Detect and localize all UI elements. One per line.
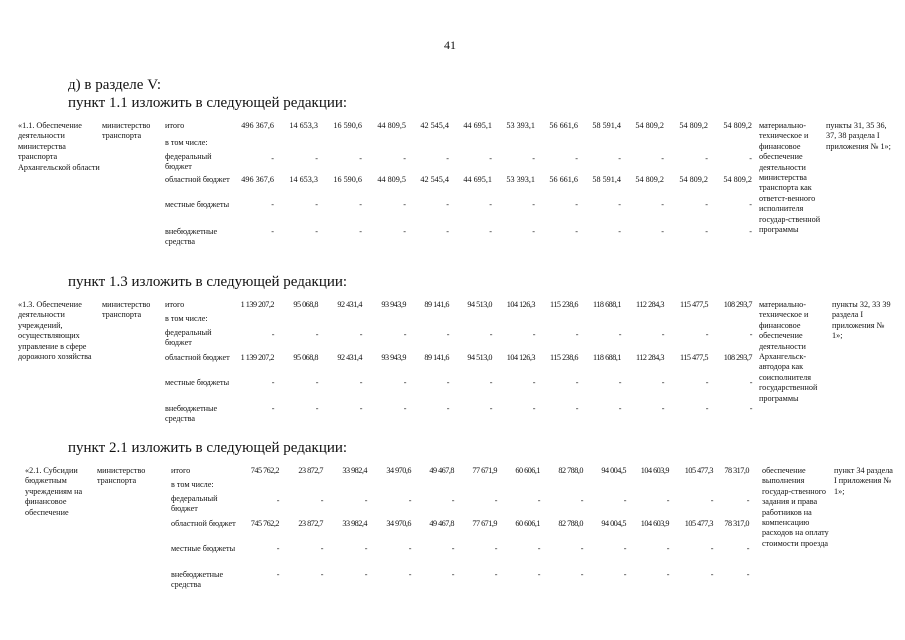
funding-value: 104 126,3 [506, 300, 535, 309]
funding-value: 53 393,1 [506, 121, 535, 130]
funding-value: 14 653,3 [289, 175, 318, 184]
funding-value: - [315, 330, 318, 339]
funding-value: - [359, 330, 362, 339]
funding-value: - [532, 330, 535, 339]
funding-value: 58 591,4 [592, 175, 621, 184]
funding-value: - [315, 378, 318, 387]
funding-value: - [403, 154, 406, 163]
funding-value: 56 661,6 [549, 175, 578, 184]
funding-value: - [408, 496, 411, 505]
funding-value: 53 393,1 [506, 175, 535, 184]
measure-name: «2.1. Субсидии бюджетным учреждениям на финансовое обеспечение [25, 466, 83, 517]
funding-value: 78 317,0 [724, 519, 749, 528]
funding-value: 44 809,5 [377, 121, 406, 130]
funding-source-label: итого [171, 466, 191, 475]
funding-value: - [408, 544, 411, 553]
funding-value: 112 284,3 [636, 300, 664, 309]
funding-value: - [623, 570, 626, 579]
funding-value: 60 606,1 [515, 519, 540, 528]
funding-value: - [403, 227, 406, 236]
funding-value: - [705, 330, 708, 339]
funding-value: - [705, 154, 708, 163]
funding-value: - [320, 544, 323, 553]
funding-value: 49 467,8 [429, 519, 454, 528]
funding-value: 54 809,2 [679, 121, 708, 130]
funding-value: 93 943,9 [381, 353, 406, 362]
section-1-heading: пункт 1.1 изложить в следующей редакции: [68, 95, 348, 111]
funding-value: 42 545,4 [420, 175, 449, 184]
funding-value: - [403, 200, 406, 209]
funding-value: - [532, 404, 535, 413]
funding-value: - [666, 544, 669, 553]
funding-value: 54 809,2 [635, 175, 664, 184]
funding-value: 745 762,2 [250, 466, 279, 475]
funding-value: 94 004,5 [601, 519, 626, 528]
funding-value: 34 970,6 [386, 519, 411, 528]
measure-result: обеспечение выполнения государ-ственного задания и права работников на компенсацию расходов на оплату стоимости проезда [762, 466, 829, 548]
funding-value: - [618, 378, 621, 387]
funding-value: - [446, 378, 449, 387]
measure-result: материально-техническое и финансовое обеспечение деятельности Архангельск-автодора как соисполнителя государственной программы [759, 300, 818, 403]
funding-source-label: внебюджетные средства [171, 570, 224, 590]
funding-value: - [446, 330, 449, 339]
funding-value: - [489, 154, 492, 163]
funding-value: - [403, 404, 406, 413]
funding-value: - [618, 330, 621, 339]
funding-value: 44 809,5 [377, 175, 406, 184]
funding-value: - [749, 154, 752, 163]
funding-value: - [537, 570, 540, 579]
funding-value: - [276, 544, 279, 553]
funding-value: - [359, 227, 362, 236]
funding-source-label: областной бюджет [165, 175, 230, 184]
funding-value: - [364, 570, 367, 579]
funding-value: - [532, 378, 535, 387]
measure-executor: министерство транспорта [102, 300, 151, 320]
funding-value: - [451, 570, 454, 579]
section-2-heading: пункт 1.3 изложить в следующей редакции: [68, 274, 348, 290]
funding-source-label: областной бюджет [165, 353, 230, 362]
funding-value: - [618, 227, 621, 236]
funding-value: - [532, 200, 535, 209]
funding-value: - [746, 544, 749, 553]
funding-value: - [364, 544, 367, 553]
funding-value: - [623, 496, 626, 505]
funding-value: 496 367,6 [241, 121, 274, 130]
funding-source-label: в том числе: [171, 480, 214, 489]
funding-value: - [276, 570, 279, 579]
funding-value: - [403, 378, 406, 387]
funding-source-label: итого [165, 300, 185, 309]
funding-value: 82 788,0 [558, 466, 583, 475]
funding-value: - [489, 227, 492, 236]
funding-value: 1 139 207,2 [240, 300, 274, 309]
funding-value: 94 004,5 [601, 466, 626, 475]
funding-value: - [408, 570, 411, 579]
funding-value: 104 603,9 [640, 466, 669, 475]
funding-value: 105 477,3 [684, 519, 713, 528]
funding-value: 16 590,6 [333, 121, 362, 130]
funding-value: 23 872,7 [298, 519, 323, 528]
funding-value: - [451, 496, 454, 505]
funding-value: 115 477,5 [680, 353, 708, 362]
funding-value: 34 970,6 [386, 466, 411, 475]
funding-value: - [271, 378, 274, 387]
funding-value: - [580, 496, 583, 505]
funding-value: 14 653,3 [289, 121, 318, 130]
funding-value: - [618, 154, 621, 163]
funding-value: 496 367,6 [241, 175, 274, 184]
page-number: 41 [444, 38, 456, 52]
funding-value: - [661, 378, 664, 387]
funding-value: - [705, 227, 708, 236]
funding-value: 93 943,9 [381, 300, 406, 309]
funding-value: - [749, 330, 752, 339]
funding-value: 42 545,4 [420, 121, 449, 130]
funding-source-label: областной бюджет [171, 519, 236, 528]
funding-value: 118 688,1 [593, 300, 621, 309]
funding-value: - [705, 378, 708, 387]
funding-value: 33 982,4 [342, 519, 367, 528]
funding-value: 60 606,1 [515, 466, 540, 475]
funding-value: - [359, 200, 362, 209]
funding-value: 82 788,0 [558, 519, 583, 528]
funding-value: 78 317,0 [724, 466, 749, 475]
funding-value: 23 872,7 [298, 466, 323, 475]
funding-value: - [580, 570, 583, 579]
measure-name: «1.3. Обеспечение деятельности учреждений, осуществляющих управление в сфере дорожного хозяйства [18, 300, 92, 362]
funding-value: - [489, 330, 492, 339]
funding-value: - [666, 570, 669, 579]
funding-value: - [661, 404, 664, 413]
funding-value: 112 284,3 [636, 353, 664, 362]
section-3-heading: пункт 2.1 изложить в следующей редакции: [68, 440, 348, 456]
funding-source-label: внебюджетные средства [165, 404, 218, 424]
funding-value: 94 513,0 [467, 353, 492, 362]
funding-value: - [271, 154, 274, 163]
funding-source-label: местные бюджеты [165, 378, 230, 387]
funding-value: 745 762,2 [250, 519, 279, 528]
funding-value: - [537, 544, 540, 553]
funding-value: - [359, 378, 362, 387]
funding-value: - [666, 496, 669, 505]
funding-value: - [710, 544, 713, 553]
funding-value: - [271, 404, 274, 413]
funding-source-label: федеральный бюджет [171, 494, 218, 514]
funding-value: 92 431,4 [337, 353, 362, 362]
funding-value: - [494, 544, 497, 553]
funding-value: - [494, 570, 497, 579]
funding-value: 33 982,4 [342, 466, 367, 475]
funding-value: 54 809,2 [679, 175, 708, 184]
measure-link: пункты 31, 35 36, 37, 38 раздела I приложения № 1»; [826, 121, 891, 151]
funding-value: 1 139 207,2 [240, 353, 274, 362]
funding-value: - [705, 200, 708, 209]
funding-value: 95 068,8 [293, 353, 318, 362]
funding-value: 108 293,7 [723, 300, 752, 309]
funding-value: - [532, 227, 535, 236]
funding-value: 89 141,6 [424, 300, 449, 309]
funding-value: 115 238,6 [550, 300, 578, 309]
funding-value: 115 477,5 [680, 300, 708, 309]
funding-value: - [705, 404, 708, 413]
funding-value: - [575, 227, 578, 236]
measure-link: пункты 32, 33 39 раздела I приложения № 1»; [832, 300, 891, 341]
funding-source-label: федеральный бюджет [165, 152, 212, 172]
funding-value: - [271, 330, 274, 339]
funding-value: - [575, 200, 578, 209]
funding-value: - [575, 154, 578, 163]
measure-executor: министерство транспорта [102, 121, 151, 141]
funding-value: 54 809,2 [723, 175, 752, 184]
funding-value: - [489, 378, 492, 387]
funding-value: - [746, 496, 749, 505]
section-intro-line: д) в разделе V: [68, 77, 162, 93]
funding-source-label: федеральный бюджет [165, 328, 212, 348]
funding-value: 115 238,6 [550, 353, 578, 362]
funding-value: - [575, 378, 578, 387]
funding-value: - [575, 404, 578, 413]
measure-link: пункт 34 раздела I приложения № 1»; [834, 466, 893, 496]
funding-value: - [575, 330, 578, 339]
funding-value: - [489, 200, 492, 209]
funding-source-label: в том числе: [165, 138, 208, 147]
funding-value: 92 431,4 [337, 300, 362, 309]
funding-value: - [749, 227, 752, 236]
funding-value: - [359, 404, 362, 413]
funding-source-label: в том числе: [165, 314, 208, 323]
funding-value: - [746, 570, 749, 579]
funding-value: - [271, 200, 274, 209]
funding-value: - [494, 496, 497, 505]
funding-value: - [537, 496, 540, 505]
funding-value: - [315, 227, 318, 236]
funding-value: 49 467,8 [429, 466, 454, 475]
funding-value: 104 126,3 [506, 353, 535, 362]
measure-result: материально-техническое и финансовое обеспечение деятельности министерства транспорта как ответст-венного исполнителя госудаp-ственной программы [759, 121, 821, 235]
funding-value: - [276, 496, 279, 505]
funding-value: - [661, 227, 664, 236]
funding-value: - [661, 200, 664, 209]
funding-value: - [320, 496, 323, 505]
funding-value: 16 590,6 [333, 175, 362, 184]
funding-value: - [661, 154, 664, 163]
funding-value: 77 671,9 [472, 519, 497, 528]
funding-value: 95 068,8 [293, 300, 318, 309]
funding-value: - [618, 200, 621, 209]
funding-value: 54 809,2 [723, 121, 752, 130]
funding-value: - [446, 227, 449, 236]
funding-source-label: местные бюджеты [171, 544, 236, 553]
funding-value: 44 695,1 [463, 175, 492, 184]
funding-value: - [315, 154, 318, 163]
funding-value: 104 603,9 [640, 519, 669, 528]
funding-value: 77 671,9 [472, 466, 497, 475]
funding-value: - [451, 544, 454, 553]
measure-executor: министерство транспорта [97, 466, 146, 486]
funding-value: 94 513,0 [467, 300, 492, 309]
funding-value: - [446, 200, 449, 209]
funding-value: - [749, 378, 752, 387]
funding-value: - [661, 330, 664, 339]
funding-value: - [749, 404, 752, 413]
funding-value: - [315, 404, 318, 413]
funding-value: 105 477,3 [684, 466, 713, 475]
funding-value: - [618, 404, 621, 413]
funding-value: 58 591,4 [592, 121, 621, 130]
measure-name: «1.1. Обеспечение деятельности министерства транспорта Архангельской области [18, 121, 100, 172]
funding-value: - [580, 544, 583, 553]
funding-value: - [359, 154, 362, 163]
funding-value: - [271, 227, 274, 236]
funding-value: - [403, 330, 406, 339]
funding-value: - [749, 200, 752, 209]
funding-value: - [710, 570, 713, 579]
funding-value: 89 141,6 [424, 353, 449, 362]
funding-source-label: итого [165, 121, 185, 130]
funding-value: - [315, 200, 318, 209]
funding-value: - [364, 496, 367, 505]
funding-value: - [532, 154, 535, 163]
funding-value: - [446, 154, 449, 163]
funding-value: 44 695,1 [463, 121, 492, 130]
funding-source-label: внебюджетные средства [165, 227, 218, 247]
funding-value: - [489, 404, 492, 413]
funding-value: - [623, 544, 626, 553]
funding-value: 108 293,7 [723, 353, 752, 362]
funding-value: - [710, 496, 713, 505]
funding-value: 54 809,2 [635, 121, 664, 130]
funding-value: 56 661,6 [549, 121, 578, 130]
funding-value: 118 688,1 [593, 353, 621, 362]
funding-value: - [446, 404, 449, 413]
funding-source-label: местные бюджеты [165, 200, 230, 209]
funding-value: - [320, 570, 323, 579]
